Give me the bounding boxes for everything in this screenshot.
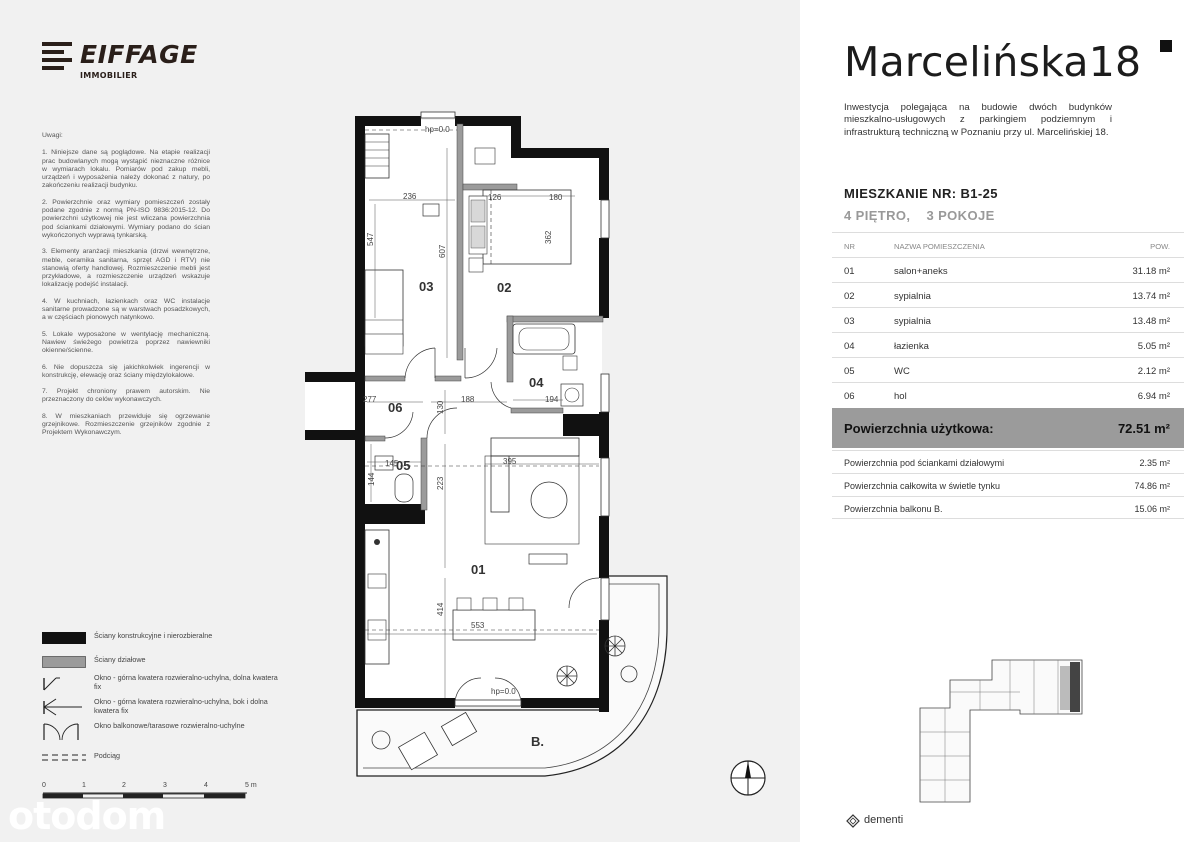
soffit-dashed-icon bbox=[42, 752, 86, 762]
apartment-rooms: 3 POKOJE bbox=[926, 208, 995, 223]
legend-partition-label: Ściany działowe bbox=[94, 655, 146, 664]
dimension-label: 180 bbox=[549, 193, 563, 202]
legend-balcony-window-label: Okno balkonowe/tarasowe rozwieralno-uchylne bbox=[94, 721, 245, 730]
total-area-label: Powierzchnia użytkowa: bbox=[844, 421, 994, 436]
table-row bbox=[832, 282, 1184, 307]
dimension-label: 607 bbox=[438, 244, 447, 258]
room-number-03: 03 bbox=[419, 279, 434, 294]
note-item: 5. Lokale wyposażone w wentylację mechaniczną. Nawiew świeżego powietrza poprzez nawiewniki okienne/ścienne. bbox=[42, 330, 210, 355]
table-row bbox=[832, 357, 1184, 382]
scale-tick: 0 bbox=[42, 782, 46, 789]
info-panel bbox=[800, 0, 1200, 842]
scale-tick: 2 bbox=[122, 782, 126, 789]
header-nr: NR bbox=[844, 242, 855, 251]
watermark: otodom bbox=[8, 794, 166, 838]
cell-name: WC bbox=[894, 366, 910, 377]
structural-wall-swatch bbox=[42, 632, 86, 644]
note-item: 8. W mieszkaniach przewiduje się ogrzewanie grzejnikowe. Rozmieszczenie grzejników zgodnie z Projektem Wykonawczym. bbox=[42, 412, 210, 437]
cell-name: hol bbox=[894, 391, 907, 402]
legend-window1-label: Okno - górna kwatera rozwieralno-uchylna, dolna kwatera fix bbox=[94, 673, 278, 691]
table-row bbox=[832, 307, 1184, 332]
legend-structural-label: Ściany konstrukcyjne i nierozbieralne bbox=[94, 631, 213, 640]
dimension-label: 126 bbox=[488, 193, 502, 202]
table-row bbox=[832, 257, 1184, 282]
legend-window2-label: Okno - górna kwatera rozwieralno-uchylna, bok i dolna kwatera fix bbox=[94, 697, 268, 715]
cell-name: salon+aneks bbox=[894, 266, 948, 277]
window-tilt-icon bbox=[42, 674, 86, 692]
window-tilt-side-icon bbox=[42, 698, 86, 716]
notes-title: Uwagi: bbox=[42, 132, 63, 139]
balcony-door-icon bbox=[42, 722, 86, 742]
dementi-diamond-icon bbox=[846, 814, 860, 828]
extra-areas bbox=[832, 450, 1184, 519]
cell-nr: 03 bbox=[844, 316, 855, 327]
cell-area: 5.05 m² bbox=[1137, 341, 1170, 352]
scale-tick: 1 bbox=[82, 782, 86, 789]
room-number-05: 05 bbox=[396, 458, 411, 473]
brand-sub: IMMOBILIER bbox=[80, 71, 138, 80]
total-area-value: 72.51 m² bbox=[1117, 421, 1170, 436]
dimension-label: 395 bbox=[503, 457, 517, 466]
extra-row bbox=[832, 450, 1184, 473]
header-name: NAZWA POMIESZCZENIA bbox=[894, 242, 985, 251]
apartment-floor: 4 PIĘTRO, bbox=[844, 208, 911, 223]
dimension-label: 414 bbox=[436, 602, 445, 616]
table-row bbox=[832, 332, 1184, 357]
extra-label: Powierzchnia balkonu B. bbox=[844, 504, 943, 514]
project-title: Marcelińska18 bbox=[844, 38, 1142, 86]
note-item: 1. Niniejsze dane są poglądowe. Na etapie realizacji prac budowlanych mogą wystąpić nieznaczne różnice w wymiarach lokalu. Pomiarów pod zakup mebli, urządzeń i wyposażenia należy dokonać z natury, po zakończeniu realizacji budynku. bbox=[42, 149, 210, 190]
north-compass-icon bbox=[728, 758, 768, 798]
threshold-label: hp=0.0 bbox=[425, 125, 450, 134]
total-area bbox=[832, 408, 1184, 448]
table-header bbox=[832, 232, 1184, 257]
note-item: 7. Projekt chroniony prawem autorskim. Nie przeznaczony do celów wykonawczych. bbox=[42, 388, 210, 404]
dementi-logo bbox=[846, 812, 926, 832]
dimension-label: 144 bbox=[367, 472, 376, 486]
apartment-details bbox=[844, 208, 1011, 223]
cell-nr: 05 bbox=[844, 366, 855, 377]
room-number-balcony: B. bbox=[531, 734, 544, 749]
dimension-label: 130 bbox=[436, 400, 445, 414]
title-square-mark bbox=[1160, 40, 1172, 52]
table-row bbox=[832, 382, 1184, 407]
floor-plan bbox=[295, 108, 695, 798]
note-item: 4. W kuchniach, łazienkach oraz WC instalacje sanitarne prowadzone są w warstwach posadzkowych, a w częściach pionowych natynkowo. bbox=[42, 297, 210, 322]
dimension-label: 145 bbox=[385, 459, 399, 468]
cell-name: sypialnia bbox=[894, 316, 931, 327]
cell-nr: 02 bbox=[844, 291, 855, 302]
dimension-label: 362 bbox=[544, 230, 553, 244]
project-intro: Inwestycja polegająca na budowie dwóch budynków mieszkalno-usługowych z parkingiem podziemnym i infrastrukturą techniczną w Poznaniu przy ul. Marcelińskiej 18. bbox=[844, 102, 1112, 138]
legend-soffit-label: Podciąg bbox=[94, 751, 120, 760]
extra-label: Powierzchnia pod ściankami działowymi bbox=[844, 458, 1005, 468]
dimension-label: 553 bbox=[471, 621, 485, 630]
cell-nr: 01 bbox=[844, 266, 855, 277]
cell-nr: 06 bbox=[844, 391, 855, 402]
header-area: POW. bbox=[1150, 242, 1170, 251]
cell-area: 6.94 m² bbox=[1137, 391, 1170, 402]
room-number-04: 04 bbox=[529, 375, 544, 390]
extra-row bbox=[832, 473, 1184, 496]
developer-name: dementi bbox=[864, 814, 904, 826]
room-number-02: 02 bbox=[497, 280, 512, 295]
dimension-label: 194 bbox=[545, 395, 559, 404]
dimension-label: 547 bbox=[366, 232, 375, 246]
cell-name: sypialnia bbox=[894, 291, 931, 302]
room-number-06: 06 bbox=[388, 400, 403, 415]
dimension-label: 277 bbox=[363, 395, 377, 404]
extra-value: 2.35 m² bbox=[1139, 458, 1170, 468]
note-item: 6. Nie dopuszcza się jakichkolwiek ingerencji w konstrukcję, elewację oraz ściany międzylokalowe. bbox=[42, 363, 210, 379]
dimension-label: 223 bbox=[436, 476, 445, 490]
cell-nr: 04 bbox=[844, 341, 855, 352]
threshold-label: hp=0.0 bbox=[491, 687, 516, 696]
kitchen-counter bbox=[365, 530, 389, 664]
room-number-01: 01 bbox=[471, 562, 486, 577]
cell-name: łazienka bbox=[894, 341, 929, 352]
notes bbox=[42, 132, 210, 446]
extra-row bbox=[832, 496, 1184, 519]
note-item: 2. Powierzchnie oraz wymiary pomieszczeń zostały podane zgodnie z normą PN-ISO 9836:2015-12. Do powierzchni użytkowej nie jest wliczana powierzchnia pod ściankami działowymi. Wymiary podano do ścian wykończonych wyprawą tynkarską. bbox=[42, 198, 210, 239]
note-item: 3. Elementy aranżacji mieszkania (drzwi wewnętrzne, meble, ceramika sanitarna, sprzęt AGD i RTV) nie stanowią oferty handlowej. Rozmieszczenie mebli jest przykładowe, a rozmieszczenie urządzeń wskazuje lokalizację podejść instalacji. bbox=[42, 248, 210, 289]
cell-area: 13.74 m² bbox=[1132, 291, 1170, 302]
cell-area: 31.18 m² bbox=[1132, 266, 1170, 277]
eiffage-logo-icon bbox=[42, 42, 72, 70]
scale-tick: 4 bbox=[204, 782, 208, 789]
scale-tick: 3 bbox=[163, 782, 167, 789]
brand-name: EIFFAGE bbox=[80, 40, 198, 69]
highlighted-apartment bbox=[1070, 662, 1080, 712]
apartment-number: MIESZKANIE NR: B1-25 bbox=[844, 186, 998, 201]
rooms-table bbox=[832, 232, 1184, 407]
scale-tick: 5 m bbox=[245, 782, 257, 789]
extra-value: 74.86 m² bbox=[1134, 481, 1170, 491]
extra-label: Powierzchnia całkowita w świetle tynku bbox=[844, 481, 1001, 491]
dimension-label: 236 bbox=[403, 192, 417, 201]
cell-area: 2.12 m² bbox=[1137, 366, 1170, 377]
dimension-label: 188 bbox=[461, 395, 475, 404]
extra-value: 15.06 m² bbox=[1134, 504, 1170, 514]
building-key-plan bbox=[910, 652, 1090, 812]
partition-wall-swatch bbox=[42, 656, 86, 668]
cell-area: 13.48 m² bbox=[1132, 316, 1170, 327]
